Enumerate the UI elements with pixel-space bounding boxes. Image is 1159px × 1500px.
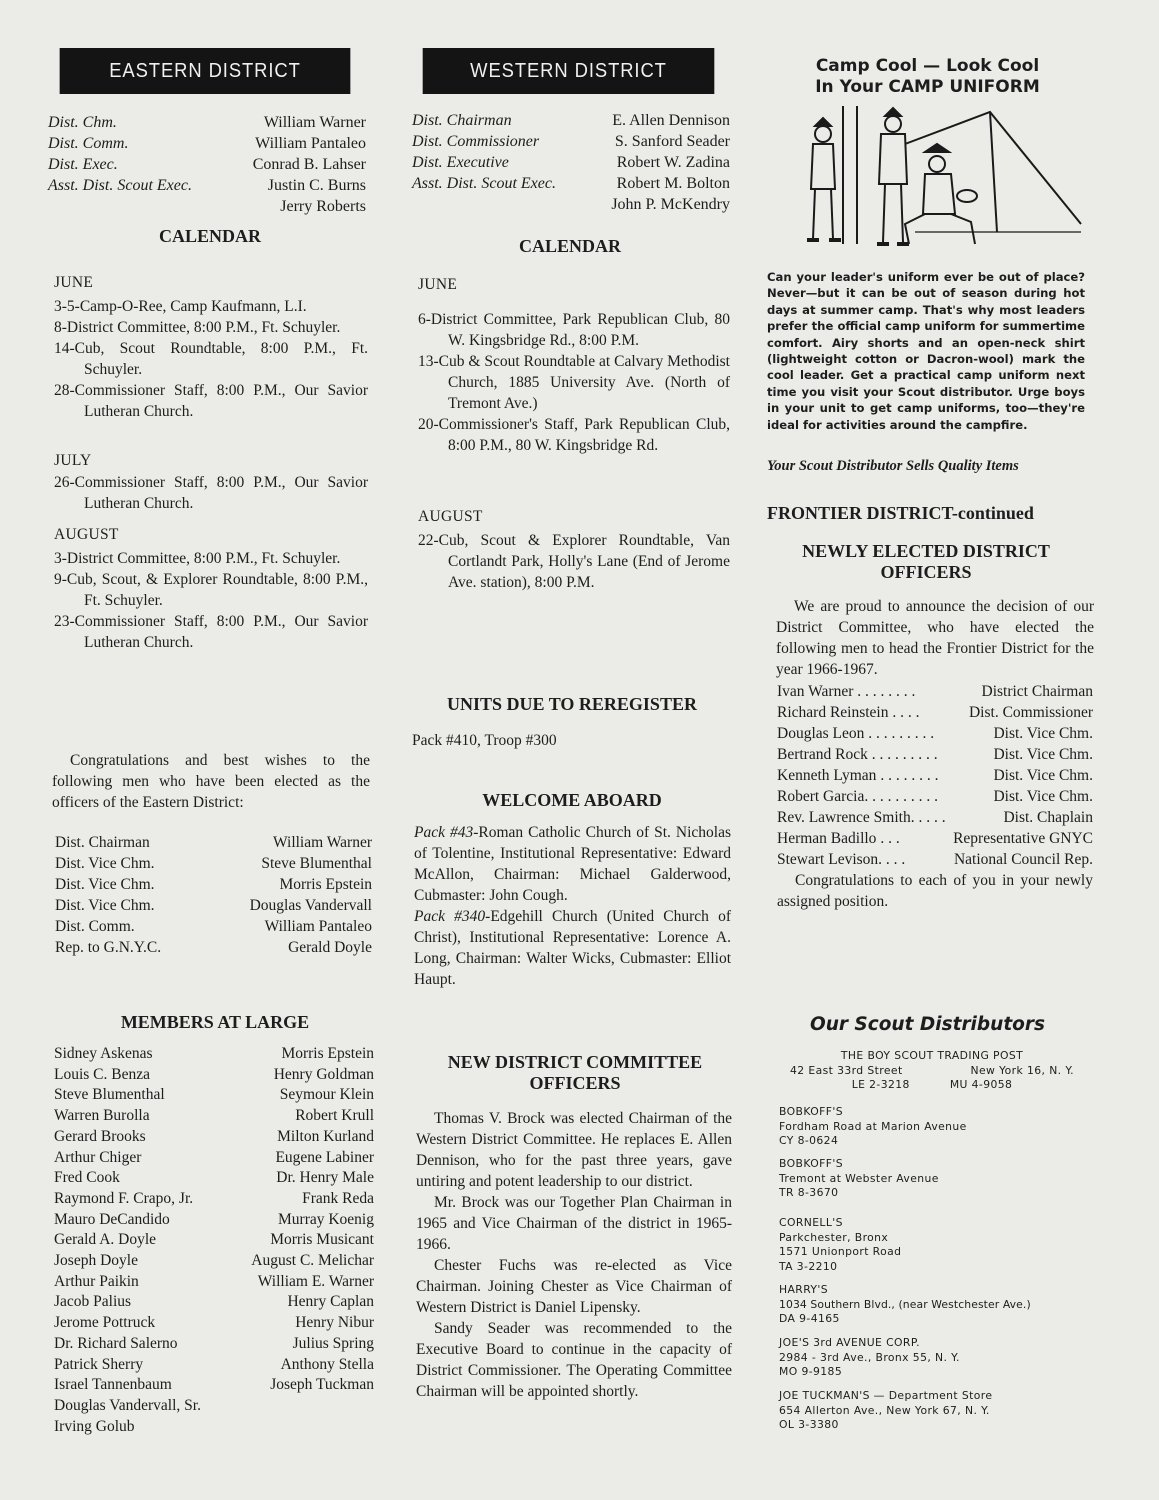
officer-name: Robert M. Bolton bbox=[616, 175, 730, 192]
frontier-officer-name: Herman Badillo bbox=[777, 830, 877, 847]
distributor-line: 654 Allerton Ave., New York 67, N. Y. bbox=[779, 1403, 990, 1417]
member-name: Murray Koenig bbox=[278, 1210, 374, 1228]
member-name: Eugene Labiner bbox=[275, 1148, 374, 1166]
eastern-july-events bbox=[46, 472, 368, 514]
distributor-name: JOE TUCKMAN'S — Department Store bbox=[779, 1389, 993, 1402]
eastern-month-july: JULY bbox=[54, 452, 92, 469]
distributor-address: 42 East 33rd Street bbox=[790, 1063, 903, 1077]
distributor-harrys bbox=[779, 1283, 1095, 1327]
frontier-officer-name: Richard Reinstein bbox=[777, 704, 889, 721]
pack-details: Roman Catholic Church of St. Nicholas of Tolentine, Institutional Representative: Edward McAllon, Chairman: Michael Galderwood, Cubmaster: John Cough. bbox=[414, 824, 732, 904]
western-officers bbox=[412, 110, 730, 215]
officer-role: Dist. Chm. bbox=[48, 114, 117, 131]
officer-name: Justin C. Burns bbox=[267, 177, 366, 194]
frontier-officer-role: Dist. Commissioner bbox=[968, 704, 1093, 721]
camp-title-line: Camp Cool — Look Cool bbox=[815, 56, 1040, 76]
elected-name: William Pantaleo bbox=[264, 918, 372, 935]
member-name: Joseph Tuckman bbox=[270, 1376, 374, 1394]
distributor-bobkoffs-tremont bbox=[779, 1157, 1089, 1201]
member-name: Steve Blumenthal bbox=[54, 1086, 165, 1104]
heading-line: OFFICERS bbox=[880, 562, 972, 582]
western-calendar-heading: CALENDAR bbox=[518, 236, 621, 256]
member-name: Irving Golub bbox=[54, 1417, 135, 1435]
member-name: Louis C. Benza bbox=[54, 1065, 150, 1083]
officer-role: Dist. Executive bbox=[412, 154, 509, 171]
newly-elected-heading bbox=[776, 541, 1076, 583]
member-name: Patrick Sherry bbox=[54, 1355, 144, 1373]
officer-name: William Warner bbox=[263, 114, 366, 131]
calendar-event: 3-District Committee, 8:00 P.M., Ft. Schuyler. bbox=[54, 550, 341, 567]
elected-role: Dist. Vice Chm. bbox=[55, 897, 155, 914]
frontier-officer-name: Rev. Lawrence Smith bbox=[777, 809, 911, 826]
member-name: Morris Musicant bbox=[270, 1231, 374, 1249]
leader-dots: . . . . bbox=[878, 851, 906, 868]
western-august-events bbox=[410, 530, 730, 593]
leader-dots: . . . . . bbox=[910, 809, 946, 826]
calendar-event: 14-Cub, Scout Roundtable, 8:00 P.M., Ft. Schuyler. bbox=[54, 340, 368, 378]
member-name: Israel Tannenbaum bbox=[54, 1376, 172, 1394]
eastern-district-banner: EASTERN DISTRICT bbox=[60, 48, 351, 94]
scout-head bbox=[815, 126, 831, 142]
distributor-line: 2984 - 3rd Ave., Bronx 55, N. Y. bbox=[779, 1350, 960, 1364]
member-name: William E. Warner bbox=[257, 1272, 374, 1290]
calendar-event: 22-Cub, Scout & Explorer Roundtable, Van Cortlandt Park, Holly's Lane (End of Jerome Ave. station), 8:00 P.M. bbox=[418, 532, 730, 591]
frontier-officers bbox=[777, 681, 1093, 912]
tent-pole bbox=[990, 112, 997, 232]
elected-name: William Warner bbox=[273, 834, 372, 851]
member-name: August C. Melichar bbox=[251, 1252, 374, 1270]
scout-legs bbox=[813, 189, 833, 239]
officer-role: Dist. Chairman bbox=[412, 112, 512, 129]
camp-uniform-text: Can your leader's uniform ever be out of place? Never—but it can be out of season during hot days at summer camp. That's why most leaders prefer the official camp uniform for summertime comfort. Airy shorts and an open-neck shirt (lightweight cotton or Dacron-wool) mark the cool leader. Get a practical camp uniform next time you visit your Scout distributor. Urge boys in your unit to get camp uniforms, too—they're ideal for activities around the campfire. bbox=[767, 270, 1085, 432]
welcome-entry bbox=[414, 908, 731, 988]
officer-name: Jerry Roberts bbox=[280, 198, 366, 215]
calendar-event: 23-Commissioner Staff, 8:00 P.M., Our Savior Lutheran Church. bbox=[54, 613, 368, 651]
member-name: Sidney Askenas bbox=[54, 1045, 153, 1062]
frontier-officer-role: Dist. Chaplain bbox=[1003, 809, 1093, 826]
committee-paragraph: Chester Fuchs was re-elected as Vice Chairman. Joining Chester as Vice Chairman of Western District is Daniel Lipensky. bbox=[416, 1257, 732, 1316]
elected-name: Gerald Doyle bbox=[288, 939, 372, 956]
trading-post-entry bbox=[782, 1049, 1082, 1093]
elected-role: Rep. to G.N.Y.C. bbox=[55, 939, 162, 956]
frontier-officer-name: Douglas Leon bbox=[777, 725, 865, 742]
distributor-name: BOBKOFF'S bbox=[779, 1105, 843, 1118]
camp-uniform-title bbox=[800, 56, 1055, 98]
eastern-month-august: AUGUST bbox=[54, 526, 119, 543]
calendar-event: 13-Cub & Scout Roundtable at Calvary Methodist Church, 1885 University Ave. (North of Tremont Ave.) bbox=[418, 353, 730, 412]
distributor-line: TR 8-3670 bbox=[779, 1186, 839, 1199]
member-name: Arthur Chiger bbox=[54, 1148, 142, 1166]
distributor-line: TA 3-2210 bbox=[779, 1259, 838, 1273]
leader-dots: . . . . . . . . . bbox=[864, 725, 935, 742]
member-name: Jacob Palius bbox=[54, 1293, 132, 1311]
frontier-officer-role: Dist. Vice Chm. bbox=[993, 788, 1093, 805]
distributor-name: BOBKOFF'S bbox=[779, 1157, 843, 1170]
member-name: Anthony Stella bbox=[280, 1355, 374, 1373]
frontier-officer-name: Kenneth Lyman bbox=[777, 767, 877, 784]
member-name: Raymond F. Crapo, Jr. bbox=[54, 1189, 194, 1207]
frontier-officer-role: Dist. Vice Chm. bbox=[993, 725, 1093, 742]
officer-name: Conrad B. Lahser bbox=[252, 156, 366, 173]
scout-distributors-title: Our Scout Distributors bbox=[809, 1014, 1046, 1035]
units-reregister-heading: UNITS DUE TO REREGISTER bbox=[447, 694, 697, 714]
western-june-events bbox=[410, 309, 730, 456]
leader-dots: . . . . . . . . . bbox=[867, 746, 938, 763]
frontier-officer-role: Dist. Vice Chm. bbox=[993, 746, 1093, 763]
units-reregister-text: Pack #410, Troop #300 bbox=[412, 732, 557, 749]
pack-label: Pack #43- bbox=[414, 824, 479, 841]
member-name: Douglas Vandervall, Sr. bbox=[54, 1396, 201, 1414]
frontier-officer-name: Stewart Levison bbox=[777, 851, 879, 868]
welcome-entry bbox=[414, 824, 731, 904]
members-at-large-heading: MEMBERS AT LARGE bbox=[120, 1012, 310, 1032]
welcome-aboard-text bbox=[414, 822, 731, 990]
elected-role: Dist. Chairman bbox=[55, 834, 150, 851]
member-name: Joseph Doyle bbox=[54, 1252, 138, 1270]
scout-head bbox=[885, 116, 901, 132]
member-name: Jerome Pottruck bbox=[54, 1314, 156, 1332]
frontier-officer-role: Dist. Vice Chm. bbox=[993, 767, 1093, 784]
member-name: Henry Nibur bbox=[295, 1314, 374, 1332]
scout-hat bbox=[885, 108, 901, 116]
calendar-event: 3-5-Camp-O-Ree, Camp Kaufmann, L.I. bbox=[54, 298, 307, 315]
distributor-name: JOE'S 3rd AVENUE CORP. bbox=[779, 1336, 920, 1349]
member-name: Dr. Richard Salerno bbox=[54, 1334, 178, 1352]
frontier-closing: Congratulations to each of you in your newly assigned position. bbox=[777, 872, 1093, 910]
distributor-joe-tuckmans bbox=[779, 1389, 1089, 1433]
frontier-officer-role: National Council Rep. bbox=[953, 851, 1093, 868]
leader-head bbox=[929, 156, 945, 172]
distributor-line: Parkchester, Bronx bbox=[779, 1230, 889, 1244]
elected-name: Morris Epstein bbox=[279, 876, 372, 893]
member-name: Henry Goldman bbox=[273, 1065, 374, 1083]
frontier-officer-role: Representative GNYC bbox=[953, 830, 1093, 847]
officer-name: John P. McKendry bbox=[611, 196, 730, 213]
member-name: Seymour Klein bbox=[279, 1086, 374, 1104]
calendar-event: 20-Commissioner's Staff, Park Republican Club, 8:00 P.M., 80 W. Kingsbridge Rd. bbox=[418, 416, 730, 454]
member-name: Morris Epstein bbox=[281, 1045, 374, 1062]
distributor-name: CORNELL'S bbox=[779, 1216, 843, 1229]
scout-shirt bbox=[879, 134, 907, 184]
distributor-joes-3rd-ave bbox=[779, 1336, 1089, 1380]
elected-role: Dist. Vice Chm. bbox=[55, 876, 155, 893]
distributor-line: Tremont at Webster Avenue bbox=[779, 1171, 939, 1185]
calendar-event: 26-Commissioner Staff, 8:00 P.M., Our Savior Lutheran Church. bbox=[54, 474, 368, 512]
welcome-aboard-heading: WELCOME ABOARD bbox=[482, 790, 662, 810]
distributor-name: THE BOY SCOUT TRADING POST bbox=[840, 1049, 1024, 1062]
eastern-june-events bbox=[46, 296, 368, 422]
member-name: Arthur Paikin bbox=[54, 1272, 139, 1290]
distributor-cornells bbox=[779, 1216, 1089, 1274]
member-name: Gerald A. Doyle bbox=[54, 1231, 157, 1249]
member-name: Gerard Brooks bbox=[54, 1127, 146, 1145]
officer-role: Asst. Dist. Scout Exec. bbox=[412, 175, 556, 192]
leader-dots: . . . . bbox=[888, 704, 920, 721]
frontier-officer-name: Ivan Warner bbox=[777, 683, 854, 700]
western-month-june: JUNE bbox=[418, 276, 458, 293]
scout-shirt bbox=[811, 144, 835, 189]
member-name: Mauro DeCandido bbox=[54, 1210, 170, 1228]
committee-paragraph: Mr. Brock was our Together Plan Chairman in 1965 and Vice Chairman of the district in 1965-1966. bbox=[416, 1194, 732, 1253]
pot bbox=[957, 190, 977, 202]
officer-role: Dist. Comm. bbox=[48, 135, 129, 152]
eastern-calendar-heading: CALENDAR bbox=[158, 226, 261, 246]
frontier-officer-name: Robert Garcia bbox=[777, 788, 865, 805]
distributor-line: 1571 Unionport Road bbox=[779, 1245, 902, 1258]
leader-legs bbox=[905, 214, 975, 244]
member-name: Milton Kurland bbox=[277, 1127, 374, 1145]
calendar-event: 8-District Committee, 8:00 P.M., Ft. Schuyler. bbox=[54, 319, 341, 336]
officer-name: S. Sanford Seader bbox=[614, 133, 730, 150]
elected-role: Dist. Comm. bbox=[55, 918, 135, 935]
officer-role: Dist. Commissioner bbox=[412, 133, 540, 150]
distributor-line: 1034 Southern Blvd., (near Westchester Ave.) bbox=[779, 1297, 1031, 1311]
distributor-line: CY 8-0624 bbox=[779, 1134, 839, 1147]
leader-hat bbox=[925, 144, 949, 152]
camp-uniform-tagline: Your Scout Distributor Sells Quality Items bbox=[767, 458, 1019, 474]
eastern-officers bbox=[48, 112, 366, 217]
elected-name: Steve Blumenthal bbox=[261, 855, 372, 872]
scouts-camp-illustration bbox=[785, 104, 1085, 264]
pack-details: Edgehill Church (United Church of Christ), Institutional Representative: Lorence A. Long, Chairman: Walter Wicks, Cubmaster: Elliot Haupt. bbox=[414, 908, 731, 988]
member-name: Dr. Henry Male bbox=[276, 1169, 374, 1187]
camp-title-line: In Your CAMP UNIFORM bbox=[815, 77, 1040, 97]
officer-name: William Pantaleo bbox=[255, 135, 366, 152]
member-name: Warren Burolla bbox=[54, 1107, 150, 1125]
western-month-august: AUGUST bbox=[418, 508, 483, 525]
elected-role: Dist. Vice Chm. bbox=[55, 855, 155, 872]
distributor-line: MO 9-9185 bbox=[779, 1365, 843, 1378]
tree-trunk bbox=[843, 106, 857, 244]
western-district-banner: WESTERN DISTRICT bbox=[423, 48, 715, 94]
distributor-line: Fordham Road at Marion Avenue bbox=[779, 1119, 967, 1133]
officer-role: Dist. Exec. bbox=[48, 156, 118, 173]
members-at-large-list bbox=[54, 1044, 374, 1437]
officer-name: E. Allen Dennison bbox=[612, 112, 730, 129]
distributor-phone: MU 4-9058 bbox=[949, 1078, 1013, 1091]
committee-paragraph: Sandy Seader was recommended to the Executive Board to continue in the capacity of District Commissioner. The Operating Committee Chairman will be appointed shortly. bbox=[416, 1320, 732, 1400]
eastern-month-june: JUNE bbox=[54, 274, 94, 291]
leader-dots: . . . . . . . . . . bbox=[864, 788, 938, 805]
elected-name: Douglas Vandervall bbox=[249, 897, 372, 914]
committee-paragraph: Thomas V. Brock was elected Chairman of the Western District Committee. He replaces E. Allen Dennison, who for the past three years, gave untiring and potent leadership to our district. bbox=[416, 1110, 732, 1190]
heading-line: NEWLY ELECTED DISTRICT bbox=[802, 541, 1050, 561]
frontier-intro: We are proud to announce the decision of our District Committee, who have elected the following men to head the Frontier District for the year 1966-1967. bbox=[776, 598, 1094, 678]
frontier-continued-heading: FRONTIER DISTRICT-continued bbox=[767, 503, 1034, 523]
calendar-event: 6-District Committee, Park Republican Club, 80 W. Kingsbridge Rd., 8:00 P.M. bbox=[418, 311, 730, 349]
leader-dots: . . . bbox=[876, 830, 900, 847]
calendar-event: 9-Cub, Scout, & Explorer Roundtable, 8:00 P.M., Ft. Schuyler. bbox=[54, 571, 368, 609]
frontier-officer-role: District Chairman bbox=[981, 683, 1093, 700]
officer-name: Robert W. Zadina bbox=[616, 154, 730, 171]
member-name: Fred Cook bbox=[54, 1169, 120, 1187]
distributor-name: HARRY'S bbox=[779, 1283, 829, 1296]
leader-dots: . . . . . . . . bbox=[876, 767, 939, 784]
leader-shirt bbox=[923, 174, 955, 214]
distributor-phone: LE 2-3218 bbox=[851, 1078, 910, 1091]
member-name: Henry Caplan bbox=[287, 1293, 374, 1311]
eastern-august-events bbox=[46, 548, 368, 653]
distributor-line: DA 9-4165 bbox=[779, 1312, 840, 1325]
scout-hat bbox=[815, 118, 831, 126]
distributor-line: OL 3-3380 bbox=[779, 1418, 839, 1431]
member-name: Robert Krull bbox=[295, 1107, 374, 1125]
officer-role: Asst. Dist. Scout Exec. bbox=[48, 177, 192, 194]
eastern-congrats-text: Congratulations and best wishes to the following men who have been elected as the officers of the Eastern District: bbox=[52, 752, 370, 811]
distributor-city: New York 16, N. Y. bbox=[970, 1063, 1074, 1077]
member-name: Frank Reda bbox=[302, 1189, 374, 1207]
frontier-officer-name: Bertrand Rock bbox=[777, 746, 868, 763]
pack-label: Pack #340- bbox=[414, 908, 491, 925]
calendar-event: 28-Commissioner Staff, 8:00 P.M., Our Savior Lutheran Church. bbox=[54, 382, 368, 420]
eastern-elected-officers bbox=[55, 832, 372, 958]
leader-dots: . . . . . . . . bbox=[853, 683, 916, 700]
scout-legs bbox=[883, 184, 903, 242]
new-committee-heading: NEW DISTRICT COMMITTEE OFFICERS bbox=[447, 1052, 703, 1093]
distributor-bobkoffs-fordham bbox=[779, 1105, 1089, 1149]
member-name: Julius Spring bbox=[292, 1334, 374, 1352]
new-committee-text bbox=[416, 1108, 732, 1402]
